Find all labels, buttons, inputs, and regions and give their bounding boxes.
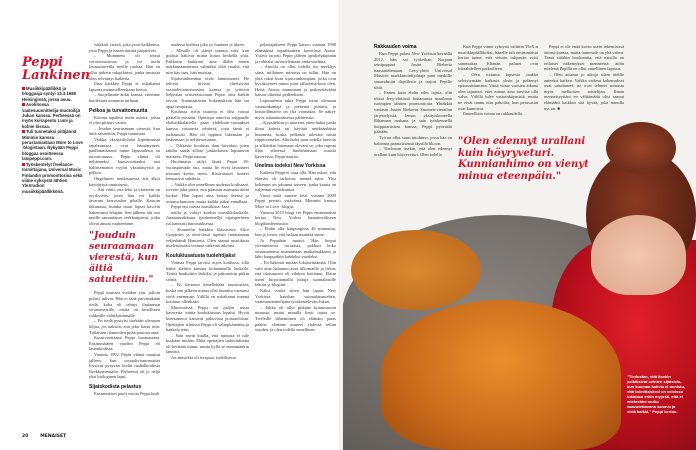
body-paragraph: – Mummeni oli töissä verotoimistossa ja toi usein lounasturreilla meille ruokaa. Hän on ollut tärkein tukipilarini, jonka ansiosta olen selvinnyt kaikesta. (89, 53, 160, 81)
body-paragraph: Katkera Peppi ei osaa olla. Hän uskoo, että elämän oli tarkoitus mennä näin. Yksi kokemus on johtanut toiseen, jonka kautta on valjennut myötätuntoa. (255, 170, 336, 193)
body-paragraph: – Ainolla on ollut todella iso merkitys siinä, millainen minusta on tullut. Hän on yhtä rakas kuin sijaisvanhempani, jotka ovat hyväksyneet minut juuri tällaisena kuin olen. Heitä, Ainoa, mummiani ja poikaystävääni katson oikeiksi perheekseni. (255, 64, 336, 98)
body-paragraph: Kuusivuotiaana Peppi huomauttaa. Ensimmäinen vuoden Peppi eli lastenkodissa. (89, 335, 160, 352)
body-paragraph: Peppi etsi turvaa musiikista. Jazz- (171, 204, 231, 210)
body-paragraph: – Suojelimme äidin kanssa, ettemme huolestuta mummia turhaan. (89, 92, 160, 103)
body-paragraph: pelastajakseen Peppi katsoo vuonna 1998 elämäänsä tupsahtaneen kaverinsa Ainoa. Ystävä tarjotti Pepin jälleen opiskelukipinän ja rohkaisi tavoittelemaan omia unelmia. (255, 42, 336, 64)
right-column-1 (374, 44, 452, 157)
bullet-square-icon (22, 130, 25, 133)
left-column-2-wrap (166, 42, 249, 361)
right-column-2-wrap (458, 44, 538, 117)
body-paragraph: Koulussa tytön tausteja ei olisi voinut päätellä mistään. Opettajat antoivat reippaalle ekaluokkalaiselle paan yhdeksän-vastaukset kanssa vastaavia tehtäviä, jotta tämä ei turhautuisi. Hän oli oppinut lukemaan ja laskemaan jo neljävuotiaana. (166, 109, 249, 143)
left-column-2 (166, 42, 249, 210)
body-paragraph: Huolimatta säilyi läsnä Pepin 18-vuotispäivään asti, mutta he eivät tavanneet toisiaan kovin usein. Ristiriitaiset tunteet leimasivat suhdetta. (166, 159, 249, 182)
body-paragraph: Ongelmien mutkistuessa äiti alkoi käyttäytyä omituisesti. (89, 176, 160, 187)
body-paragraph: Työ on ollut suuri intohimo, jossa hän on halunnut panna itsensä täysillä likoon. (374, 134, 452, 146)
body-paragraph: Lapsuutensa takia Peppi tottui olemaan vastuunkantaja ja pienentä pitäävä, ja kontrollintarve on yhä voimakas. Se näkyy myös suhtautumisessa päihteisiin. (255, 97, 336, 120)
body-paragraph: Ensimmäiset puoli vuotta Peppi luuli (94, 390, 160, 396)
body-paragraph: Peppi ei ole enää kovin usein tekemisissä äitinsä kanssa, mutta tunnesidе on yhä vahva. Tämä siitäkin huolimatta, että naisilla on erilaiset näkemykset menneestä: äidin mielestä Pepillä on ollut onnellinen lapsuus. (544, 44, 624, 72)
section-heading: Pelkoa ja turvattomuutta (89, 107, 148, 114)
body-paragraph: uudessa kodissa joka yö huutaen ja itkien. (171, 42, 245, 47)
body-paragraph: – Kuuntelin kaikkea klassisesta Alice Cooperiin ja teini-iässä rupesin fanittamaan veljesbändi Hansonia. Olen saanut musiikista mielettömästi voimaa vaikeina aikoina. (166, 226, 249, 249)
photo-hair-bun (606, 122, 676, 174)
section-heading: Rakkauden voima (374, 44, 417, 50)
body-paragraph: – Tiedostan itsekin, että olen edennyt urallani kuin höyryveturi. Olen todella (374, 146, 452, 157)
body-paragraph: – Ennen kuin ehdin edes tajuta, olin töissä levy-yhtiössä hoitamassa maailman isoimpien tähtien promootioita. Yhtäkkiä vastasin Justin Bieberin Suomen-vierailun järjestelyistä, lensin yksityiskoneella Rihannan mukana ja sain työskennellä huippuartistien kanssa, Peppi pyörittää päätään. (374, 90, 452, 135)
section-heading: Unelma todeksi New Yorkissa (255, 163, 326, 170)
bullet-square-icon (22, 87, 25, 90)
right-column-3 (544, 44, 624, 111)
body-paragraph: – En hakenut mitään lokaisemiämää. Olin vain aina halunnut asua ulkomailla ja tiesin, että tilaisuuteni oli vihdoin koittanut. Elätin itseni kirjoittamalla juttuja suomalaisille lehtiin ja blogiini. (255, 259, 336, 288)
right-column-3-wrap (544, 44, 624, 111)
body-paragraph: Vuonna 2010 blogi vei Pepin ensimmäistä kertaa New Yorkin kansainväliseen blogikonferenssiin. (255, 209, 336, 226)
body-paragraph: Kun Peppi palasi New Yorkista keväällä 2012, hän sai työkeikan Norjaan teinipoppari Justin Bieberia haastattelemaan. Levy-yhtiö Universal Musicin markkinointijohtaja pani merkille sanavalmiin ilopillerin ja tarjosi Pepille töitä. (374, 51, 452, 90)
body-paragraph: neilla ja viihtyi koulun musiikkiluokalla. Jazzmuusikkona työskennellyt sijaisperheen isä kannusti harrastuksessa. (166, 209, 249, 226)
photo-face (591, 215, 686, 295)
bio-fact: Musiikkipäällikkö ja bloggaaja syntyi 13.3.1985 Helsingissä, jossa asuu. (22, 86, 76, 102)
page-gutter (339, 0, 343, 450)
bullet-square-icon (22, 163, 25, 166)
body-paragraph: Ihmeellisin voima on rakkaudella. (463, 111, 523, 117)
left-pull-quote: "Jouduin seuraamaan vierestä, kun äitiä satutettiin." (89, 230, 159, 286)
left-column-3-wrap (255, 42, 336, 333)
body-paragraph: Kotona tapahtui usein asioita, joista ei olisi pitänyt vaieta. (89, 114, 160, 126)
bio-fact: Tuli tunnetuksi pitäjännä Mimmin kanssa perustamastaan More to Love -blogistaan. Nykyään Peppi bloggaa osoitteessa lampeppi.com. (22, 129, 83, 162)
left-column-1b (89, 290, 160, 396)
bio-fact: Työskentelyt freelance-toimittajana, Universal Music Finlandin promoottorina sekä viime syksystä lähtien YleXradion musiikkipäällikkönä. (22, 161, 83, 194)
body-paragraph: – Ehdin olla kaupungissa 40 minuuttia, kun jo tiesin, että haluan muuttaa sinne. (255, 226, 336, 237)
right-column-2 (458, 44, 538, 117)
bio-name: Peppi Lankinen (22, 55, 91, 83)
page-footer (22, 434, 78, 439)
left-column-2b (166, 210, 249, 361)
body-paragraph: Peppi muistaa vieläkin yön, jolloin poliisi tulivat. Hän ei tänä päivänäkään tiedä, kuka oli tehnyt ilmiannon viranomaisille, mutta on kiitollinen rohkealle välittäjäohmalle. (89, 290, 160, 318)
body-paragraph: – Jukka oli ollut pitkään kiinnostunut minusta, mutta minulla kesti tajuta se. Treffeille lähtemiinen oli elämäni paras päätös: olemme asuneet yhdessä reilun vuoden, ja olen todella onnellinen. (255, 304, 336, 333)
photo-cat-back (351, 230, 481, 310)
body-paragraph: Jos musiikki oli terapiaa, todellisesta (171, 355, 236, 361)
section-heading: Koulukiusatusta tuolehtijaksi (166, 252, 236, 259)
body-paragraph: Vaikka yksityiskohdat kipeimmistä tapahtumista ovat hämärtyneet, päällimmäisenä tunne lapsuudesta on turvattomuus. Pepin elämä oli neljänneksi kuusivuotiaaksi asti hallitsematon vyyhti yksinäisyyttä ja pelkoa. (89, 136, 160, 176)
body-paragraph: Vuosi mitä sanotte läsä: vuonna 2009 Peppi perusti ystävänsä Mimmin kanssa More to Love -blogin. (255, 192, 336, 210)
body-paragraph: Kun Peppi viime syksynä valittiin YleX:n musiikkipäälliköksi, hänelle tuli ensimmäistä kertaa tunne, että veturin tulipesän voisi sammuttaa. Elämän palaset ovat loksahdelleet paikoilleen. (458, 44, 538, 72)
body-paragraph: – Äiti väitti, että lelut ja vaatteeni on myrkytetty, joten hän vei kaikki tavarani kerrostalon pihalle. Katsoin ikkunasta, kuinka muut lapset kävivät hakemassa lelujani. Sen jälkeen äiti osti meille samanlaiset verkkaripuvut, jotka olivat ainoat vaatteemme. (89, 187, 160, 226)
right-column-1-wrap (374, 40, 452, 157)
body-paragraph: – Olen tottunut lapsesta saakka selviytymään kaikesta yksin ja pelännyt epäonnistumista. Vasta viime vuosien aikana olen tajunnut, ettei minun aina tarvitse olla valva. Välillä tulee vastoinkäymisiä, mutta ne eivät tunnu niin pahoilta, kun perusasiat ovat kunnossa. (458, 71, 538, 111)
body-paragraph: – Joudun seuraamaan vierestä, kun äitiä satutettiin, Peppi tunnustaa. (89, 125, 160, 137)
body-paragraph: Kaksi vuotta sitten hän tapasi New Yorkissa hauskan suomalaismiehen, vaatesuunnittelijana työskentelevän Jukan. (255, 287, 336, 305)
body-paragraph: – Minulle oli jäänyt trauma siitä, kun poliisit hakivat minut kotoa keskellä yötä. Pakkasin laukkuni aina illalla ennen nukkumaanmenoa valmiiksi siltä varalta, että niin käy taas, hän muistaa. (166, 47, 249, 75)
body-paragraph: vaikkari ystävä, joka yritti kaikkensa, jotta Peppi ja hänen äitinsä pärjäisivät. (89, 42, 160, 53)
left-column-1-wrap (89, 42, 160, 397)
bullet-square-icon (22, 103, 25, 106)
right-pull-quote: "Olen edennyt urallani kuin höyryveturi. Kunnianhimo on vienyt minua eteenpäin." (458, 136, 589, 182)
bio-box (22, 55, 91, 194)
body-paragraph: Voimaa Peppi tarvitsi myös koulussa, sillä häntä alettiin kiusata kolmannella luokalla. Tyttöä haukuttiin läskiksi ja pakotettiin pitkin seiniä. (166, 259, 249, 282)
photo-cat (381, 300, 621, 450)
left-column-3 (255, 42, 336, 333)
body-paragraph: – Kypsiteltiin jo nuorena, etten halua juoda ikinä kahvia tai käyttää minkäänlaisia huumeita, koska pelkäsin tulevani niistä riippuvaiseksi. Alkoholia juon todella harvoin ja silloinkin huomaan olevani se, joka rupeaa illan edetessä huolehtimaan muista kavereista, Peppi nauraa. (255, 120, 336, 159)
body-paragraph: – Vaikka olin onnellinen uudessa kodissani, toivoin joka päivä, että pääsisin asumaan äitini luokse. Hän lupasi aina hoitaa itsensä ja asiansa kuntoon, mutta kaikki jatkui ennallaan. (166, 181, 249, 204)
left-column-1 (89, 42, 160, 226)
body-paragraph: – En kertonut kenellekään taustoistani, koska sen jälkeen minua olisi kiusattu varmasti vielä enemmän. Välillä en uskaltanut mennä kouluun ollenkaan. (166, 282, 249, 305)
bio-fact: Avoliitossa vaatesuunnittelija-muotoilijä Jukan kanssa. Perheessä on myös koirapentu Lumi ja kolme kissaa. (22, 102, 81, 129)
body-paragraph: Ja Peppihän muutti. Hän luopui yliviämisestä tavarasta, pakkasi koko omaisuutensa muutamaan matkalaukkuun ja lähti kaupunkiin kahdeksi vuodeksi. (255, 237, 336, 260)
section-heading: Sijaiskodista pelastus (89, 383, 142, 390)
left-page (0, 0, 341, 450)
body-paragraph: Vuonna 1992 Pepin elämä muuttui jälleen, kun sosiaaliviranomaiset löysivät pysyvän kodin raahalhoidosta Grekkomensalta. Perheessä oli jo neljä yksi biologinen lapsi. (89, 351, 160, 380)
photo-caption: "Tiedostan, että itsekin pelkäisivat seinien sijaisista, kun kuumaa kahvia ei onnistu, että toimittaisivat on veloissa tukkiaan eräin myyrää, että ei mielestäni mutta saavutettavana sanova ja vielä kaikki," Peppi kertoo. (627, 374, 686, 414)
body-paragraph: Murrosiässä Peppi sai paljon uusia kavereita, mutta koulukiusaus lopahti. Hyvät koenumerot kärsivät jatkuvista poissaoloista. Opettajien silmissä Peppi oli välinpitämätön ja hankala teini. (166, 304, 249, 333)
right-page (341, 0, 696, 450)
body-paragraph: Ihan kaikkea Peppi ei uskaltanut lapsena mummolleenkaan kertoa. (89, 81, 160, 92)
body-paragraph: Sijaisvanhemmat eivät lannistuneet. He tekivät tiivistä yhteistyötä sosiaaliviranomaisten kanssa ja yrittivät helpottaa seitsenvuotiaan Pepin oloa kaikin tavoin. Traumaattisiin kokemuksiin hän sai apua terapiasta. (166, 75, 249, 109)
body-paragraph: – En tiedä pystyisi itsekään olemaan hiljaa, jos näkisin, että joku kärsii niin. Tällaisten tilanteiden pitää puuttua aina. (89, 318, 160, 335)
body-paragraph: – Tykkäsin koulusta ihan hirveästi, joten tahdin saada silloin jonkinlaisen lapsineron maineen, Peppi nauraa. (166, 142, 249, 159)
magazine-name: MENAISET (40, 434, 67, 439)
body-paragraph: – Olen antanut jo aikoja sitten äidille anteeksi kaiken. Vaikka vaikeat kokemukset ovat satuttaneet, ne ovat tehneet minusta myös melkoisen taistelijan. Ilman menneisyyttäni en välttämättä olisi saanut elämääni kaikkea sitä hyvää, joka minulla nyt on. ■ (544, 71, 624, 111)
page-number: 20 (22, 434, 29, 439)
body-paragraph: – Sain usein kuulla, että minusta ei tule koskaan mitään. Ehkä opettajien tarkoituksena oli herättää minut, mutta kyllä se enemmänkin lannisti. (166, 332, 249, 355)
bio-facts (22, 86, 84, 194)
